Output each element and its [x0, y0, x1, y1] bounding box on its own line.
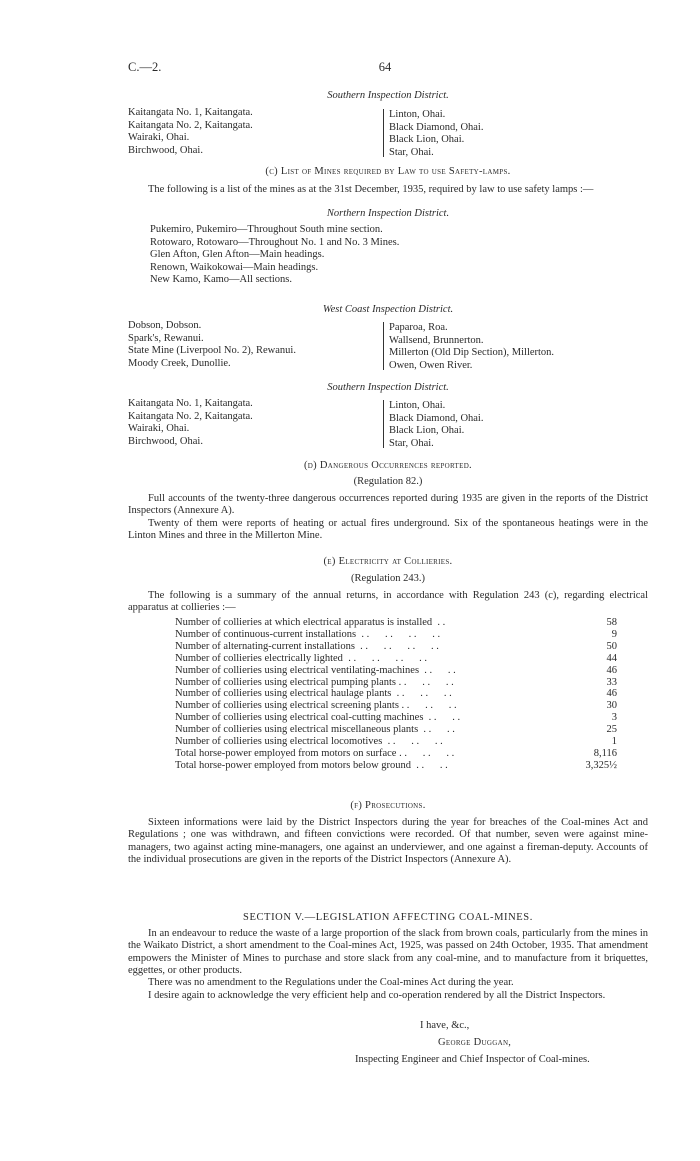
section-c-heading: (c) List of Mines required by Law to use Safety-lamps. [265, 166, 511, 177]
mine-entry: Renown, Waikokowai—Main headings. [150, 261, 319, 273]
section-d-paragraph-2: Twenty of them were reports of heating or actual fires underground. Six of the spontaneous heatings were in the Linton Mines and three in the Millerton Mine. [128, 518, 648, 542]
table-row [175, 617, 617, 629]
mine-entry: New Kamo, Kamo—All sections. [150, 274, 293, 285]
mine-entry: Star, Ohai. [389, 146, 434, 158]
row-label: Total horse-power employed from motors on surface [175, 747, 397, 759]
table-row [175, 724, 617, 736]
section-d-paragraph-1: Full accounts of the twenty-three dangerous occurrences reported during 1935 are given in the reports of the District Inspectors (Annexure A). [128, 493, 648, 517]
table-row [175, 700, 617, 712]
row-value: 3,325½ [585, 759, 617, 771]
section-f-body: Sixteen informations were laid by the District Inspectors during the year for breaches of the Coal-mines Act and Regulations ; one was withdrawn, and fifteen convictions were recorded. Of that number, seven were against mine-managers, two against acting mine-managers, one against an underviewer, and one against a fireman-deputy. Accounts of the individual prosecutions are given in the reports of the District Inspectors (Annexure A). [128, 817, 648, 866]
row-label: Number of collieries using electrical haulage plants [175, 688, 392, 700]
mine-entry: Wallsend, Brunnerton. [389, 334, 484, 346]
mine-entry: Millerton (Old Dip Section), Millerton. [389, 347, 555, 358]
row-label: Number of collieries at which electrical apparatus is installed [175, 617, 433, 628]
table-row [175, 653, 617, 665]
leader-dots: . . . . [411, 759, 448, 771]
mine-entry: Glen Afton, Glen Afton—Main headings. [150, 249, 325, 260]
signature-title: Inspecting Engineer and Chief Inspector of Coal-mines. [355, 1054, 590, 1065]
mine-entry: Kaitangata No. 2, Kaitangata. [128, 410, 253, 422]
mine-entry: Star, Ohai. [389, 437, 434, 449]
row-label: Number of collieries using electrical pumping plants [175, 676, 397, 688]
mine-entry: Birchwood, Ohai. [128, 435, 203, 447]
signature-name: George Duggan, [438, 1037, 512, 1048]
mine-entry: Wairaki, Ohai. [128, 423, 190, 434]
table-row [175, 688, 617, 700]
northern-district-mines-list [150, 224, 570, 287]
west-coast-district-mines-list [128, 320, 648, 372]
mine-entry: Pukemiro, Pukemiro—Throughout South mine section. [150, 224, 383, 235]
row-label: Number of collieries using electrical ventilating-machines [175, 664, 420, 676]
section-v-paragraph-1: In an endeavour to reduce the waste of a large proportion of the slack from brown coals, particularly from the mines in the Waikato District, a short amendment to the Coal-mines Act, 1925, was passed on 24th October, 1935. That amendment empowers the Minister of Mines to purchase and store slack from any coal-mine, and to manufacture from it briquettes, eggettes, or other products. [128, 928, 648, 977]
mines-left-column [128, 320, 378, 370]
leader-dots: . . . . . . . . [354, 640, 439, 652]
section-e-intro: The following is a summary of the annual returns, in accordance with Regulation 243 (c), regarding electrical apparatus at collieries :— [128, 590, 648, 614]
leader-dots: . . . . . . [396, 676, 454, 688]
west-coast-district-heading: West Coast Inspection District. [322, 304, 454, 315]
northern-district-heading: Northern Inspection District. [326, 208, 450, 219]
mines-right-column [383, 322, 643, 372]
mine-entry: Kaitangata No. 1, Kaitangata. [128, 398, 253, 409]
row-value: 3 [611, 712, 617, 724]
row-label: Number of alternating-current installations [175, 640, 355, 652]
mines-right-column [383, 400, 643, 450]
leader-dots: . . . . [423, 712, 461, 724]
mine-entry: State Mine (Liverpool No. 2), Rewanui. [128, 345, 296, 356]
table-row [175, 629, 617, 641]
leader-dots: . . . . . . . . [356, 628, 441, 640]
section-c-intro: The following is a list of the mines as at the 31st December, 1935, required by law to use safety lamps :— [148, 184, 594, 195]
page-number: 64 [378, 60, 392, 74]
row-label: Number of continuous-current installations [175, 628, 357, 640]
mine-entry: Paparoa, Roa. [389, 322, 448, 333]
mines-left-column [128, 107, 378, 157]
row-value: 1 [611, 736, 617, 748]
leader-dots: . . [432, 617, 446, 628]
section-v-paragraph-3: I desire again to acknowledge the very efficient help and co-operation rendered by all the District Inspectors. [148, 990, 606, 1001]
mine-entry: Linton, Ohai. [389, 109, 446, 120]
mine-entry: Black Diamond, Ohai. [389, 121, 484, 133]
section-f-heading: (f) Prosecutions. [350, 800, 426, 811]
mine-entry: Owen, Owen River. [389, 359, 473, 371]
table-row [175, 736, 617, 748]
leader-dots: . . . . . . [396, 747, 455, 759]
southern-district-heading: Southern Inspection District. [327, 90, 449, 101]
section-v-heading: SECTION V.—LEGISLATION AFFECTING COAL-MINES. [243, 912, 533, 923]
row-value: 8,116 [593, 747, 617, 759]
table-row [175, 712, 617, 724]
row-label: Number of collieries using electrical locomotives [175, 736, 383, 748]
row-label: Number of collieries using electrical screening plants [175, 700, 399, 712]
report-reference: C.—2. [128, 60, 162, 74]
mine-entry: Birchwood, Ohai. [128, 144, 203, 156]
mine-entry: Linton, Ohai. [389, 400, 446, 411]
leader-dots: . . . . . . . . [342, 652, 427, 664]
row-value: 33 [606, 676, 617, 688]
mine-entry: Black Lion, Ohai. [389, 425, 465, 436]
mine-entry: Black Diamond, Ohai. [389, 412, 484, 424]
signature-closing: I have, &c., [420, 1020, 470, 1031]
mine-entry: Kaitangata No. 1, Kaitangata. [128, 107, 253, 118]
section-v-paragraph-2: There was no amendment to the Regulations under the Coal-mines Act during the year. [148, 977, 514, 988]
southern-district-mines-list [128, 107, 648, 159]
row-value: 9 [611, 628, 617, 640]
table-row [175, 748, 617, 760]
table-row [175, 760, 617, 772]
row-label: Number of collieries electrically lighted [175, 652, 343, 664]
mine-entry: Kaitangata No. 2, Kaitangata. [128, 119, 253, 131]
row-value: 46 [606, 688, 617, 700]
page-header [128, 60, 642, 76]
mine-entry: Moody Creek, Dunollie. [128, 357, 231, 369]
leader-dots: . . . . . . [398, 700, 457, 712]
leader-dots: . . . . . . [391, 688, 452, 700]
mine-entry: Black Lion, Ohai. [389, 134, 465, 145]
row-value: 50 [606, 640, 617, 652]
section-d-heading: (d) Dangerous Occurrences reported. [304, 460, 472, 471]
table-row [175, 641, 617, 653]
section-d-regulation: (Regulation 82.) [353, 476, 423, 487]
row-label: Number of collieries using electrical miscellaneous plants [175, 724, 419, 736]
mines-right-column [383, 109, 643, 159]
southern-district-heading-2: Southern Inspection District. [327, 382, 449, 393]
row-value: 30 [606, 700, 617, 712]
mine-entry: Dobson, Dobson. [128, 320, 202, 331]
row-value: 25 [606, 724, 617, 736]
row-value: 58 [606, 617, 617, 628]
table-row [175, 677, 617, 689]
row-value: 44 [606, 652, 617, 664]
leader-dots: . . . . [418, 724, 455, 736]
row-label: Total horse-power employed from motors below ground [175, 759, 412, 771]
mine-entry: Spark's, Rewanui. [128, 332, 204, 344]
row-value: 46 [606, 664, 617, 676]
southern-district-mines-list-2 [128, 398, 648, 450]
mine-entry: Wairaki, Ohai. [128, 132, 190, 143]
row-label: Number of collieries using electrical coal-cutting machines [175, 712, 424, 724]
table-row [175, 665, 617, 677]
leader-dots: . . . . . . [382, 736, 443, 748]
section-e-regulation: (Regulation 243.) [350, 573, 426, 584]
electrical-apparatus-table [175, 617, 617, 772]
section-e-heading: (e) Electricity at Collieries. [323, 556, 453, 567]
mines-left-column [128, 398, 378, 448]
mine-entry: Rotowaro, Rotowaro—Throughout No. 1 and No. 3 Mines. [150, 236, 400, 248]
leader-dots: . . . . [419, 664, 456, 676]
